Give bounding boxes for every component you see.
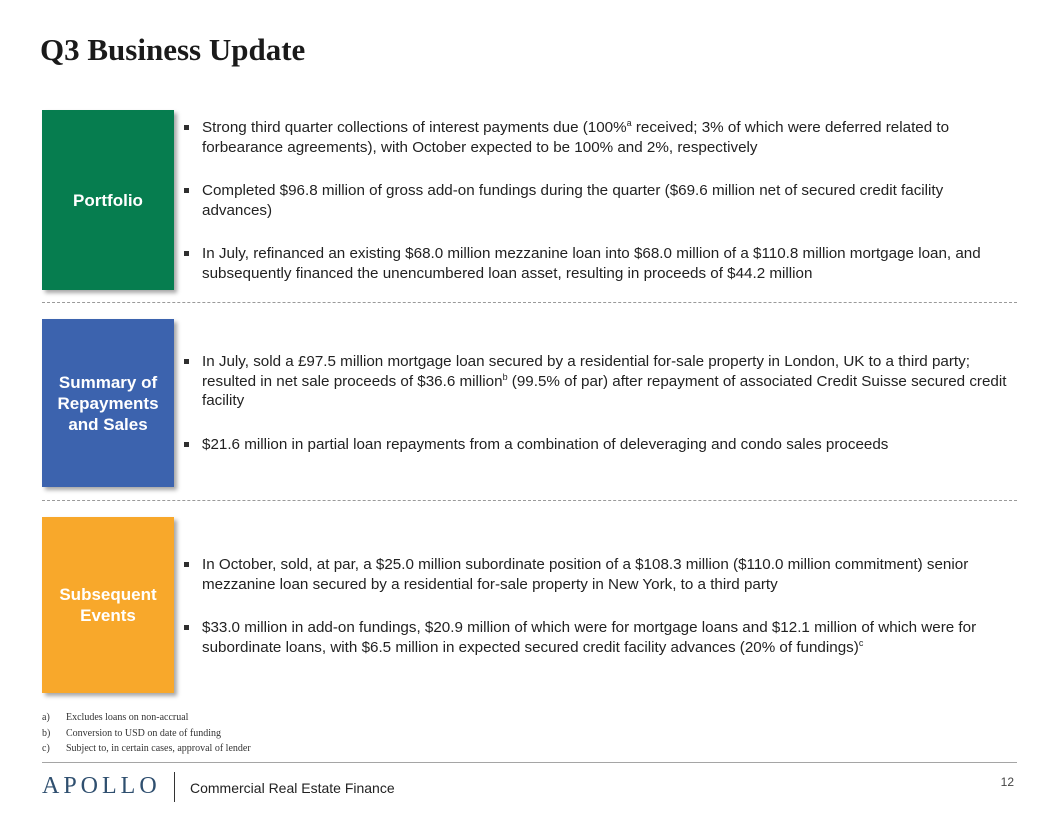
subsequent-tag: [42, 517, 174, 693]
section-divider: [42, 302, 1017, 303]
portfolio-bullets: [184, 118, 1014, 283]
subsequent-label: Subsequent Events: [59, 585, 157, 625]
page-number: 12: [1000, 775, 1014, 789]
logo-separator: [174, 772, 175, 802]
page-title: Q3 Business Update: [40, 32, 306, 67]
repayments-label: Summary of Repayments and Sales: [57, 372, 159, 434]
section-divider: [42, 500, 1017, 501]
footer-tagline: Commercial Real Estate Finance: [190, 780, 395, 796]
bullet: $21.6 million in partial loan repayments from a combination of deleveraging and condo sales proceeds: [184, 435, 1014, 455]
bullet: In July, refinanced an existing $68.0 million mezzanine loan into $68.0 million of a $110.8 million mortgage loan, and subsequently financed the unencumbered loan asset, resulting in proceeds of $44.2 million: [184, 244, 1014, 283]
repayments-bullets: [184, 352, 1014, 454]
repayments-section: [42, 319, 1017, 487]
subsequent-bullets: [184, 555, 1014, 657]
footer-rule: [42, 762, 1017, 763]
bullet: $33.0 million in add-on fundings, $20.9 million of which were for mortgage loans and $12.1 million of which were for subordinate loans, with $6.5 million in expected secured credit facility advances (20% of fundings)$^c$: [184, 618, 1014, 657]
bullet: Completed $96.8 million of gross add-on fundings during the quarter ($69.6 million net of secured credit facility advances): [184, 181, 1014, 220]
bullet: Strong third quarter collections of interest payments due (100%$^a$ received; 3% of which were deferred related to forbearance agreements), with October expected to be 100% and 2%, respectively: [184, 118, 1014, 157]
subsequent-section: [42, 517, 1017, 693]
apollo-logo: APOLLO: [42, 773, 161, 799]
repayments-tag: [42, 319, 174, 487]
portfolio-section: [42, 110, 1017, 290]
footnote: b) Conversion to USD on date of funding: [42, 727, 221, 739]
bullet: In July, sold a £97.5 million mortgage loan secured by a residential for-sale property in London, UK to a third party; resulted in net sale proceeds of $36.6 million$^b$ (99.5% of par) after repayment of associated Credit Suisse secured credit facility: [184, 352, 1014, 411]
footnotes: [42, 710, 251, 757]
footnote: c) Subject to, in certain cases, approval of lender: [42, 743, 251, 754]
portfolio-tag: [42, 110, 174, 290]
portfolio-label: Portfolio: [73, 190, 143, 210]
bullet: In October, sold, at par, a $25.0 million subordinate position of a $108.3 million ($110.0 million commitment) senior mezzanine loan secured by a residential for-sale property in New York, to a third party: [184, 555, 1014, 594]
footnote: a) Excludes loans on non-accrual: [42, 712, 189, 723]
